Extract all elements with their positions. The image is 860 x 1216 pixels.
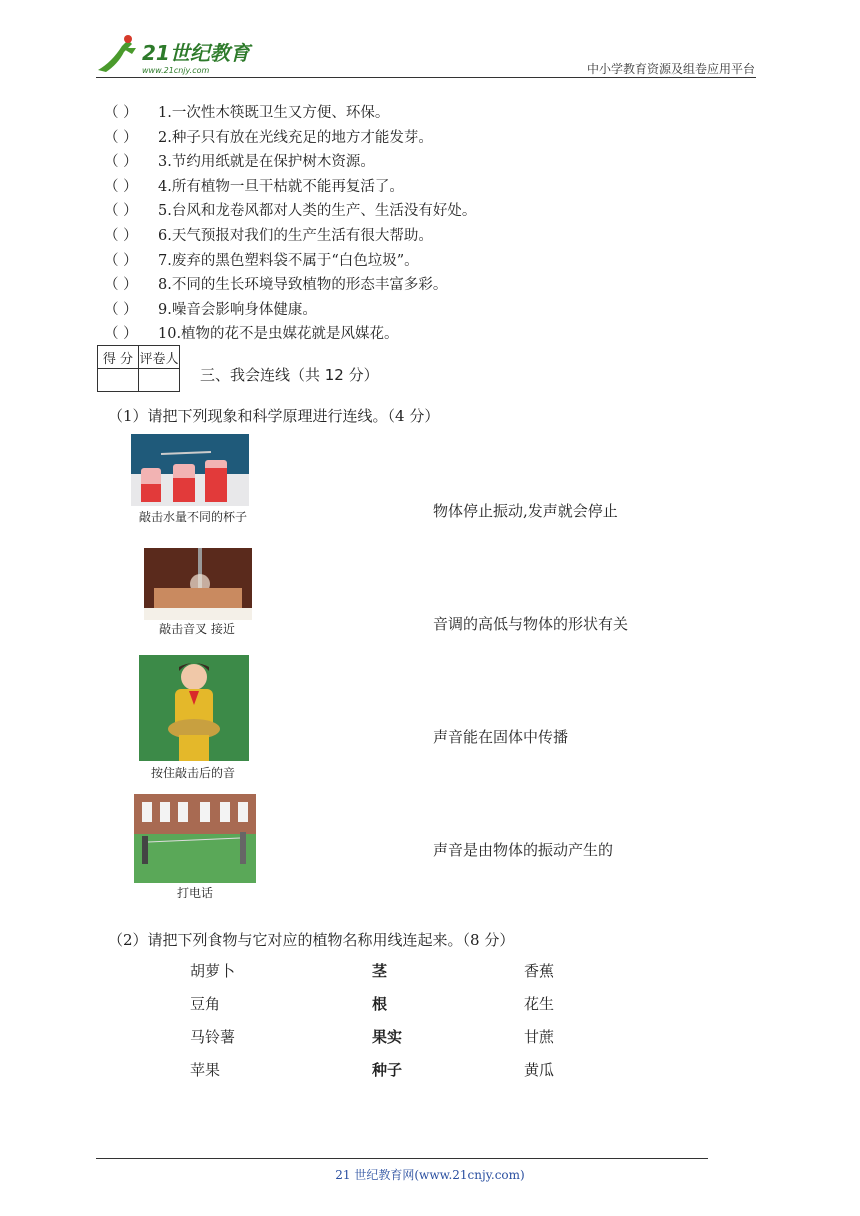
- answer-bracket[interactable]: （ ）: [104, 129, 138, 146]
- plant-part-3: 果实: [372, 1028, 403, 1046]
- tf-question-1: [104, 101, 389, 125]
- question-text: 2.种子只有放在光线充足的地方才能发芽。: [158, 129, 433, 146]
- header-divider: [96, 77, 756, 78]
- tf-question-3: [104, 150, 375, 174]
- answer-bracket[interactable]: （ ）: [104, 277, 138, 294]
- score-cell[interactable]: [98, 369, 139, 392]
- question-text: 6.天气预报对我们的生产生活有很大帮助。: [158, 228, 433, 244]
- score-table: [97, 345, 180, 392]
- tf-question-5: [104, 199, 476, 223]
- food-right-3: 甘蔗: [524, 1028, 555, 1046]
- food-left-2: 豆角: [190, 995, 221, 1013]
- answer-bracket[interactable]: （ ）: [104, 228, 138, 244]
- grader-label: 评卷人: [139, 346, 180, 369]
- tf-question-2: [104, 126, 433, 150]
- caption-cups: 敲击水量不同的杯子: [138, 510, 247, 524]
- section-title: 三、我会连线（共 12 分）: [200, 366, 379, 384]
- answer-bracket[interactable]: （ ）: [104, 154, 138, 171]
- tf-question-7: [104, 249, 419, 273]
- site-logo: [92, 32, 262, 76]
- tf-question-10: [104, 322, 399, 346]
- question-text: 1.一次性木筷既卫生又方便、环保。: [158, 105, 390, 121]
- phone-photo: [134, 794, 256, 883]
- food-left-4: 苹果: [190, 1061, 221, 1079]
- q1-prompt: （1）请把下列现象和科学原理进行连线。（4 分）: [108, 407, 440, 425]
- plant-part-2: 根: [372, 995, 388, 1013]
- svg-text:21世纪教育: 21世纪教育: [142, 41, 250, 65]
- footer-divider: [96, 1158, 708, 1159]
- tf-question-4: [104, 175, 404, 199]
- plant-part-4: 种子: [372, 1061, 403, 1079]
- answer-bracket[interactable]: （ ）: [104, 105, 138, 121]
- answer-bracket[interactable]: （ ）: [104, 203, 138, 220]
- answer-bracket[interactable]: （ ）: [104, 326, 138, 343]
- question-text: 10.植物的花不是虫媒花就是风媒花。: [158, 326, 399, 343]
- answer-bracket[interactable]: （ ）: [104, 301, 138, 318]
- caption-tuning-fork: 敲击音叉 接近: [159, 622, 235, 636]
- header-platform-text: 中小学教育资源及组卷应用平台: [586, 62, 755, 76]
- food-right-4: 黄瓜: [524, 1061, 555, 1079]
- principle-1: 物体停止振动,发声就会停止: [433, 502, 618, 520]
- answer-bracket[interactable]: （ ）: [104, 252, 138, 269]
- food-left-3: 马铃薯: [190, 1028, 236, 1046]
- principle-2: 音调的高低与物体的形状有关: [433, 615, 629, 633]
- principle-4: 声音是由物体的振动产生的: [433, 841, 614, 859]
- question-text: 8.不同的生长环境导致植物的形态丰富多彩。: [158, 277, 448, 294]
- plant-part-1: 茎: [372, 962, 388, 980]
- grader-cell[interactable]: [139, 369, 180, 392]
- q2-prompt: （2）请把下列食物与它对应的植物名称用线连起来。（8 分）: [108, 931, 515, 949]
- question-text: 5.台风和龙卷风都对人类的生产、生活没有好处。: [158, 203, 477, 220]
- question-text: 3.节约用纸就是在保护树木资源。: [158, 154, 375, 171]
- question-text: 4.所有植物一旦干枯就不能再复活了。: [158, 178, 404, 195]
- caption-press-gong: 按住敲击后的音: [150, 766, 235, 780]
- food-right-2: 花生: [524, 995, 555, 1013]
- svg-text:www.21cnjy.com: www.21cnjy.com: [142, 66, 210, 75]
- cups-photo: [131, 434, 249, 506]
- footer-text: 21 世纪教育网(www.21cnjy.com): [335, 1168, 525, 1182]
- principle-3: 声音能在固体中传播: [433, 728, 569, 746]
- food-right-1: 香蕉: [524, 962, 555, 980]
- answer-bracket[interactable]: （ ）: [104, 178, 138, 195]
- girl-gong-photo: [139, 655, 249, 761]
- caption-phone: 打电话: [176, 886, 213, 900]
- tuning-fork-photo: [144, 548, 252, 620]
- question-text: 7.废弃的黑色塑料袋不属于“白色垃圾”。: [158, 252, 419, 269]
- tf-question-9: [104, 298, 317, 322]
- tf-question-8: [104, 273, 447, 297]
- food-left-1: 胡萝卜: [190, 962, 236, 980]
- score-label: 得 分: [98, 346, 139, 369]
- tf-question-6: [104, 224, 433, 248]
- question-text: 9.噪音会影响身体健康。: [158, 301, 317, 318]
